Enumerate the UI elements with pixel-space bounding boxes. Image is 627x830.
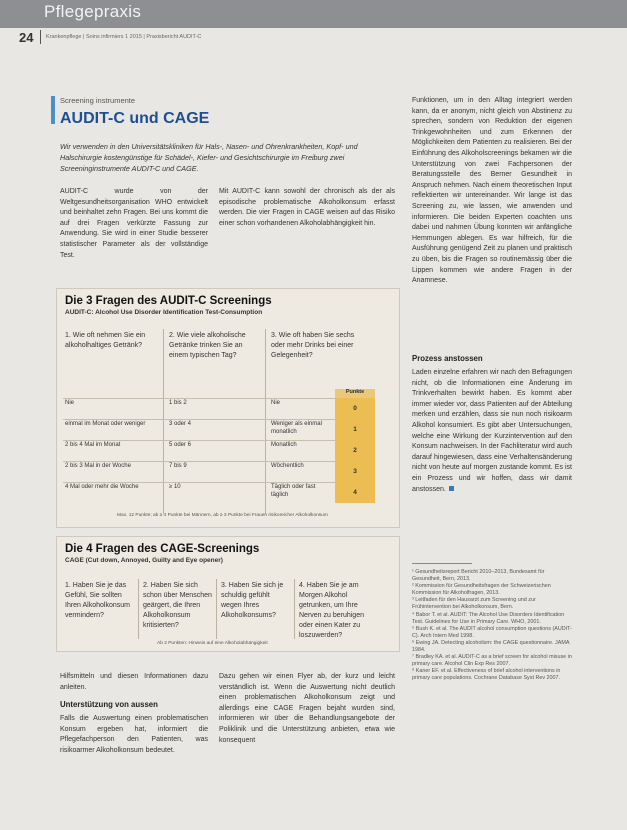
audit-row-2-points: 2 — [335, 440, 375, 461]
reference-item: ⁶ Ewing JA. Detecting alcoholism: the CAGE questionnaire. JAMA 1984. — [412, 639, 570, 654]
points-header: Punkte — [335, 389, 375, 398]
reference-item: ⁴ Babor T. et al. AUDIT: The Alcohol Use Disorders Identification Test. Guidelines for Use in Primary Care. WHO, 2001. — [412, 611, 565, 625]
audit-row-2-col2: 5 oder 6 — [169, 442, 192, 448]
references-list — [412, 569, 572, 683]
reference-item: ⁷ Bradley KA. et al. AUDIT-C as a brief screen for alcohol misuse in primary care. Alcohol Clin Exp Res 2007. — [412, 654, 572, 668]
column-divider — [138, 579, 139, 639]
audit-row-1-col2: 3 oder 4 — [169, 421, 192, 427]
references-divider — [412, 563, 472, 564]
audit-row-1-col3: Weniger als einmal monatlich — [271, 421, 322, 435]
cage-question-1: 1. Haben Sie je das Gefühl, Sie sollten Ihren Alkoholkonsum vermindern? — [65, 582, 130, 619]
running-head: Krankenpflege | Soins infirmiers 1 2015 | Praxisbericht AUDIT-C — [46, 34, 202, 40]
cage-title: Die 4 Fragen des CAGE-Screenings — [65, 543, 260, 555]
cage-question-4: 4. Haben Sie je am Morgen Alkohol getrunken, um Ihre Nerven zu beruhigen oder einen Kater zu loszuwerden? — [299, 582, 364, 639]
right-column-para-1: Funktionen, um in den Alltag integriert werden kann, da er anonym, nicht gleich von Abstinenz zu sprechen, sondern von Reduktion der eigenen Trinkgewohnheiten und zum Erkennen der Möglichkeiten dem Patienten zu realisieren. Bei der Einführung des Alkoholscreenings bekamen wir die Unterstützung von zwei Fachpersonen der Beratungsstelle des Berner Gesundheit in Anspruch nehmen. Nach einem theoretischen Input reflektierten wir untereinander. Wir lange ist das Screening zu, wie lassen, wie anwenden und informieren. Die beiden Experten coachten uns dabei und nahmen Übung konnten wir anfängliche Hemmungen ablegen. Es war hilfreich, für die Ausführung genügend Zeit zu planen und praktisch zu üben, bis die Fragen so routinemässig über die Lippen kommen wie andere Fragen in der Anamnese. — [412, 97, 572, 285]
cage-subtitle: CAGE (Cut down, Annoyed, Guilty and Eye opener) — [65, 557, 223, 564]
row-divider — [63, 440, 375, 441]
audit-c-subtitle: AUDIT-C: Alcohol Use Disorder Identification Test-Consumption — [65, 309, 263, 316]
row-divider — [63, 419, 375, 420]
bottom-left-subheading: Unterstützung von aussen — [60, 700, 158, 709]
reference-item: ³ Leitfaden für den Hausarzt zum Screening und zur Frühintervention bei Alkoholkonsum, Bern. — [412, 597, 536, 611]
audit-c-box — [56, 288, 400, 528]
article-intro: Wir verwenden in den Universitätskliniken für Hals-, Nasen- und Ohrenkrankheiten, Kopf- und Halschirurgie kostengünstige für Schädel-, Kiefer- und Gesichtschirurgie im Freiburg zwei Screeninginstrumente AUDIT-C und CAGE. — [60, 142, 358, 173]
column-divider — [265, 329, 266, 514]
section-kicker: Screening instrumente — [60, 96, 136, 105]
audit-row-3-col2: 7 bis 9 — [169, 463, 187, 469]
audit-row-0-points: 0 — [335, 398, 375, 419]
section-accent-bar — [51, 96, 55, 124]
audit-row-2-col3: Monatlich — [271, 442, 297, 448]
body-text-left: AUDIT-C wurde von der Weltgesundheitsorganisation WHO entwickelt und beinhaltet zehn Fragen. Bei uns kommt die auf drei Fragen verkürzte Fassung zur Anwendung. Sie wird in einer Studie besserer statistischer Parameter als der vollständige Test. — [60, 188, 208, 259]
audit-row-3-col1: 2 bis 3 Mal in der Woche — [65, 463, 131, 469]
reference-item: ¹ Gesundheitsreport Bericht 2010–2013, Bundesamt für Gesundheit, Bern, 2013. — [412, 569, 545, 583]
article-title: AUDIT-C und CAGE — [60, 110, 210, 127]
audit-c-title: Die 3 Fragen des AUDIT-C Screenings — [65, 295, 272, 307]
cage-question-2: 2. Haben Sie sich schon über Menschen geärgert, die Ihren Alkoholkonsum kritisierten? — [143, 582, 212, 629]
cage-box — [56, 536, 400, 652]
brand-title: Pflegepraxis — [44, 2, 142, 21]
audit-question-3: 3. Wie oft haben Sie sechs oder mehr Drinks bei einer Gelegenheit? — [271, 332, 355, 359]
cage-question-3: 3. Haben Sie sich je schuldig gefühlt wegen Ihres Alkoholkonsums? — [221, 582, 284, 619]
cage-footnote: Ab 2 Punkten: Hinweis auf eine Alkoholabhängigkeit — [157, 641, 268, 646]
audit-row-1-col1: einmal im Monat oder weniger — [65, 421, 146, 427]
audit-row-0-col1: Nie — [65, 400, 75, 406]
bottom-right-body: Dazu gehen wir einen Flyer ab, der kurz und leicht verständlich ist. Wenn die Auswertung nicht deutlich einen problematischen Alkoholkonsum zeigt und allerdings eine CAGE Fragen bejaht wurden sind, informieren wir über die Behandlungsangebote der Poliklinik und die Unterstützung anbieten, etwa wie konsequent — [219, 673, 395, 744]
column-divider — [163, 329, 164, 514]
audit-row-4-col3: Täglich oder fast täglich — [271, 484, 316, 498]
bottom-left-body: Falls die Auswertung einen problematischen Konsum ergeben hat, informiert die Pflegefachperson den Patienten, was risikoarmer Alkoholkonsum bedeutet. — [60, 715, 208, 754]
page-number: 24 — [19, 30, 34, 45]
reference-item: ⁸ Kaner EF. et al. Effectiveness of brief alcohol interventions in primary care populations. Cochrane Database Syst Rev 2007. — [412, 668, 561, 682]
body-text-right: Mit AUDIT-C kann sowohl der chronisch als der als episodische problematische Alkoholkonsum erfasst werden. Die vier Fragen in CAGE weisen auf das Risiko einer schon vorhandenen Alkoholabhängigkeit hin. — [219, 188, 395, 227]
row-divider — [63, 482, 375, 483]
audit-row-2-col1: 2 bis 4 Mal im Monat — [65, 442, 121, 448]
row-divider — [63, 461, 375, 462]
audit-row-3-points: 3 — [335, 461, 375, 482]
audit-row-4-col2: ≥ 10 — [169, 484, 181, 490]
column-divider — [216, 579, 217, 639]
audit-row-4-points: 4 — [335, 482, 375, 503]
right-column-para-2-text: Laden einzelne erfahren wir nach den Befragungen nicht, ob die Informationen eine Änderung im Trinkverhalten bewirkt haben. Es kommt aber immer wieder vor, dass Patienten auf der Abteilung merken und erzählen, dass sie nun noch risikoarm Alkohol konsumiert. Es gibt aber Untersuchungen, welche eine Wirkung der Kurzintervention auf den Konsum nachweisen. In der Fachliteratur wird auch darauf hingewiesen, dass eine Verhaltensänderung nicht von heute auf morgen zustande kommt. Es ist ein Prozess und wir hoffen, dass wir damit anstossen. — [412, 369, 572, 493]
header-band — [0, 0, 627, 28]
audit-row-0-col3: Nie — [271, 400, 281, 406]
running-head-divider — [40, 30, 41, 44]
bottom-left-top-text: Hilfsmitteln und diesen Informationen dazu anleiten. — [60, 673, 208, 691]
audit-row-4-col1: 4 Mal oder mehr die Woche — [65, 484, 139, 490]
end-of-article-mark — [449, 486, 454, 491]
right-column-para-2 — [412, 368, 572, 495]
right-column-subheading: Prozess anstossen — [412, 354, 483, 363]
audit-row-3-col3: Wöchentlich — [271, 463, 304, 469]
audit-question-2: 2. Wie viele alkoholische Getränke trinken Sie an einem typischen Tag? — [169, 332, 246, 359]
column-divider — [294, 579, 295, 639]
row-divider — [63, 398, 375, 399]
reference-item: ² Kommission für Gesundheitsfragen der Schweizerischen Kommission für Alkoholfragen, 2013. — [412, 583, 551, 597]
audit-row-0-col2: 1 bis 2 — [169, 400, 187, 406]
audit-row-1-points: 1 — [335, 419, 375, 440]
audit-c-footnote: Max. 12 Punkte; ab ≥ 4 Punkte bei Männern, ab ≥ 3 Punkte bei Frauen risikoreicher Alkoholkonsum — [117, 513, 328, 518]
audit-question-1: 1. Wie oft nehmen Sie ein alkoholhaltiges Getränk? — [65, 332, 146, 349]
reference-item: ⁵ Bush K. et al. The AUDIT alcohol consumption questions (AUDIT-C). Arch Intern Med 1998. — [412, 625, 572, 639]
